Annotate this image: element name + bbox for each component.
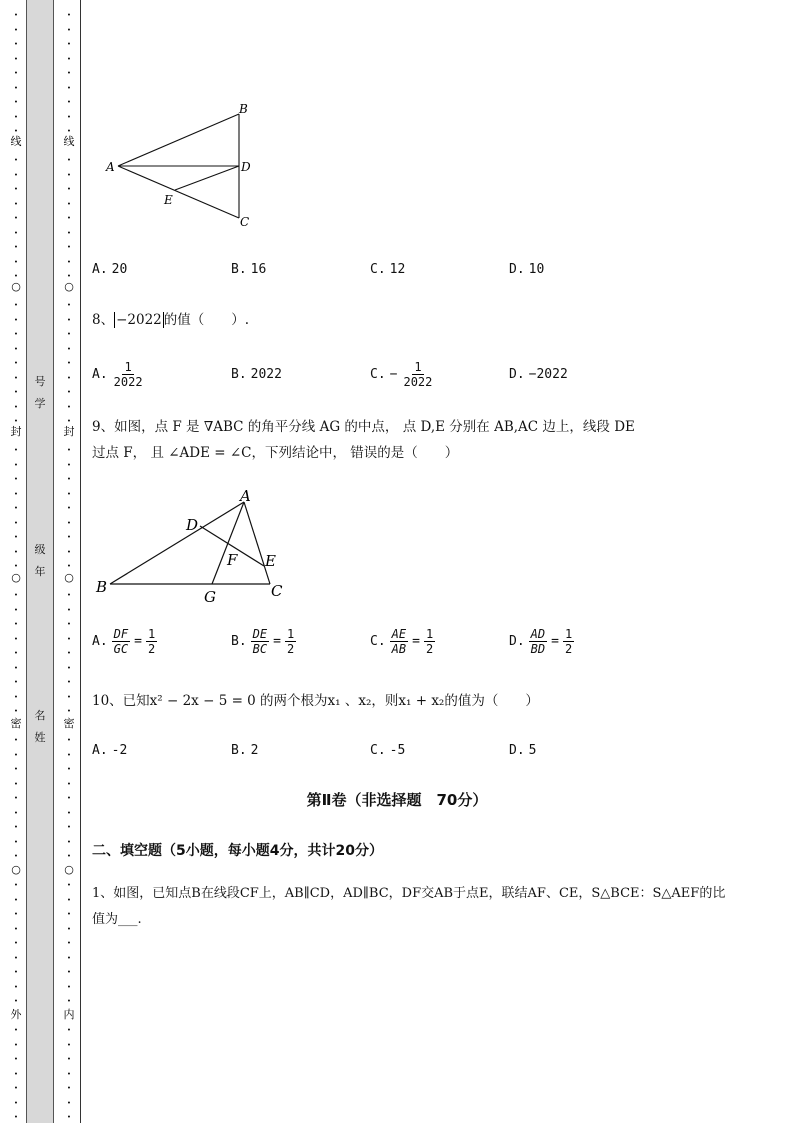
margin-dot: • bbox=[13, 229, 19, 238]
margin-dot: • bbox=[66, 606, 72, 615]
margin-dot: • bbox=[13, 548, 19, 557]
margin-dot: • bbox=[13, 606, 19, 615]
margin-dot: • bbox=[13, 1085, 19, 1093]
q9-options bbox=[92, 627, 648, 656]
fraction bbox=[390, 627, 408, 656]
numerator: 1 bbox=[425, 627, 434, 641]
margin-dot: • bbox=[13, 12, 19, 20]
margin-cut-label: 线 bbox=[63, 135, 75, 148]
margin-dot: • bbox=[66, 664, 72, 673]
option-letter: A. bbox=[92, 634, 108, 649]
q9-stem-line-1: 9、如图，点 F 是 ∇ABC 的角平分线 AG 的中点， 点 D,E 分别在 AB,AC 边上，线段 DE bbox=[92, 419, 635, 435]
denominator: AB bbox=[391, 642, 407, 656]
option-letter: B. bbox=[231, 743, 247, 758]
q9-label-a: A bbox=[240, 487, 251, 505]
margin-dot: • bbox=[66, 925, 72, 934]
option-letter: C. bbox=[370, 367, 386, 382]
margin-dot: • bbox=[13, 882, 19, 890]
margin-cut-label: ○ bbox=[64, 280, 74, 293]
margin-dot: • bbox=[13, 925, 19, 934]
margin-dot: • bbox=[66, 708, 72, 716]
margin-dot: • bbox=[13, 55, 19, 64]
equals-sign: = bbox=[273, 634, 281, 649]
margin-dot: • bbox=[66, 171, 72, 180]
margin-dot: • bbox=[13, 664, 19, 673]
margin-dot: • bbox=[66, 882, 72, 890]
margin-dot: • bbox=[13, 258, 19, 267]
margin-dot: • bbox=[13, 693, 19, 702]
margin-dot: • bbox=[13, 490, 19, 499]
denominator: BC bbox=[252, 642, 268, 656]
margin-dot: • bbox=[66, 809, 72, 818]
minus-sign: − bbox=[389, 367, 398, 382]
margin-dot: • bbox=[13, 954, 19, 963]
denominator: 2 bbox=[564, 642, 573, 656]
equals-sign: = bbox=[134, 634, 142, 649]
margin-dot: • bbox=[13, 766, 19, 774]
margin-dot: • bbox=[66, 186, 72, 194]
q10-options bbox=[92, 743, 648, 758]
margin-dot: • bbox=[13, 795, 19, 803]
q8-absolute-value bbox=[114, 312, 164, 328]
margin-dot: • bbox=[13, 215, 19, 223]
margin-dot: • bbox=[66, 969, 72, 977]
margin-dot: • bbox=[66, 534, 72, 542]
part-two-heading: 二、填空题（5小题，每小题4分，共计20分） bbox=[92, 843, 383, 859]
fraction bbox=[146, 627, 157, 656]
q9-option-d[interactable] bbox=[509, 627, 648, 656]
margin-dot: • bbox=[66, 215, 72, 223]
margin-dot: • bbox=[66, 331, 72, 339]
margin-dot: • bbox=[66, 650, 72, 658]
margin-cut-label: ○ bbox=[11, 571, 21, 584]
margin-dot: • bbox=[13, 70, 19, 78]
q7-option-d[interactable] bbox=[509, 262, 648, 277]
strip-label: 号 bbox=[34, 375, 46, 388]
q9-option-b[interactable] bbox=[231, 627, 370, 656]
margin-dot: • bbox=[66, 1085, 72, 1093]
denominator: 2 bbox=[286, 642, 295, 656]
numerator: AD bbox=[530, 627, 546, 641]
equals-sign: = bbox=[412, 634, 420, 649]
margin-dot: • bbox=[13, 969, 19, 977]
numerator: DF bbox=[113, 627, 129, 641]
fraction bbox=[112, 627, 130, 656]
margin-dot: • bbox=[66, 128, 72, 136]
margin-dot: • bbox=[13, 418, 19, 426]
q9-option-a[interactable] bbox=[92, 627, 231, 656]
margin-dot: • bbox=[66, 99, 72, 107]
option-value: 10 bbox=[528, 262, 545, 277]
margin-dot: • bbox=[13, 563, 19, 571]
margin-rule-line bbox=[80, 0, 81, 1123]
margin-cut-label: ○ bbox=[64, 571, 74, 584]
numerator: 1 bbox=[147, 627, 156, 641]
margin-dot: • bbox=[66, 693, 72, 702]
margin-dot: • bbox=[66, 896, 72, 905]
margin-dot: • bbox=[66, 548, 72, 557]
margin-dot: • bbox=[66, 476, 72, 484]
numerator: 1 bbox=[124, 360, 132, 374]
numerator: 1 bbox=[286, 627, 295, 641]
q10-option-d[interactable] bbox=[509, 743, 648, 758]
margin-dot: • bbox=[13, 592, 19, 600]
margin-cut-label: ○ bbox=[11, 863, 21, 876]
option-letter: A. bbox=[92, 262, 108, 277]
margin-cut-label: ○ bbox=[11, 280, 21, 293]
margin-dot: • bbox=[66, 302, 72, 310]
q9-stem-line-2: 过点 F， 且 ∠ADE = ∠C，下列结论中， 错误的是（ ） bbox=[92, 445, 459, 461]
margin-dot: • bbox=[13, 84, 19, 93]
q8-suffix: 的值（ ）. bbox=[163, 312, 250, 328]
fraction bbox=[529, 627, 547, 656]
margin-cut-label: 封 bbox=[10, 425, 22, 438]
strip-label: 级 bbox=[34, 543, 46, 556]
margin-cut-label: 封 bbox=[63, 425, 75, 438]
margin-dot: • bbox=[66, 1027, 72, 1035]
margin-dot: • bbox=[66, 200, 72, 209]
margin-dot: • bbox=[66, 1070, 72, 1079]
margin-dot: • bbox=[66, 795, 72, 803]
option-value: -2 bbox=[111, 743, 128, 758]
option-value: −2022 bbox=[528, 367, 568, 382]
q7-label-d: D bbox=[241, 160, 251, 174]
margin-dot: • bbox=[66, 737, 72, 745]
margin-dot: • bbox=[66, 70, 72, 78]
inner-dotted-margin bbox=[60, 0, 78, 1123]
margin-dot: • bbox=[66, 998, 72, 1006]
margin-dot: • bbox=[13, 519, 19, 528]
margin-dot: • bbox=[13, 838, 19, 847]
margin-dot: • bbox=[66, 447, 72, 455]
margin-dot: • bbox=[13, 737, 19, 745]
option-value: -5 bbox=[389, 743, 406, 758]
margin-dot: • bbox=[13, 621, 19, 629]
margin-dot: • bbox=[66, 244, 72, 252]
fraction bbox=[563, 627, 574, 656]
margin-dot: • bbox=[13, 171, 19, 180]
q8-abs-expr: −2022 bbox=[116, 312, 162, 328]
margin-dot: • bbox=[66, 1041, 72, 1050]
margin-dot: • bbox=[13, 273, 19, 281]
margin-dot: • bbox=[66, 26, 72, 35]
margin-dot: • bbox=[13, 1099, 19, 1108]
margin-dot: • bbox=[66, 751, 72, 760]
margin-dot: • bbox=[13, 983, 19, 992]
margin-dot: • bbox=[13, 1056, 19, 1064]
margin-dot: • bbox=[66, 853, 72, 861]
student-info-strip bbox=[26, 0, 54, 1123]
q10-option-a[interactable] bbox=[92, 743, 231, 758]
q9-label-e: E bbox=[265, 552, 276, 570]
fraction bbox=[424, 627, 435, 656]
margin-dot: • bbox=[66, 316, 72, 325]
option-letter: D. bbox=[509, 743, 525, 758]
margin-dot: • bbox=[13, 403, 19, 412]
option-value: 20 bbox=[111, 262, 128, 277]
margin-cut-label: 线 bbox=[10, 135, 22, 148]
fill1-line-1: 1、如图，已知点B在线段CF上，AB∥CD，AD∥BC，DF交AB于点E，联结AF、CE，S△BCE：S△AEF的比 bbox=[92, 886, 726, 901]
denominator: 2022 bbox=[403, 375, 433, 389]
margin-dot: • bbox=[13, 316, 19, 325]
denominator: BD bbox=[530, 642, 546, 656]
margin-dot: • bbox=[13, 1070, 19, 1079]
margin-dot: • bbox=[13, 389, 19, 397]
margin-dot: • bbox=[13, 708, 19, 716]
margin-dot: • bbox=[66, 983, 72, 992]
margin-dot: • bbox=[13, 157, 19, 165]
margin-dot: • bbox=[13, 99, 19, 107]
q7-triangle-figure bbox=[100, 98, 270, 233]
strip-label: 学 bbox=[34, 397, 46, 410]
margin-cut-label: 内 bbox=[63, 1008, 75, 1021]
margin-dot: • bbox=[13, 374, 19, 383]
outer-dotted-margin bbox=[8, 0, 24, 1123]
q8-option-d[interactable] bbox=[509, 360, 648, 389]
numerator: AE bbox=[391, 627, 407, 641]
q9-triangle-figure bbox=[92, 484, 302, 606]
margin-dot: • bbox=[66, 12, 72, 20]
option-letter: B. bbox=[231, 367, 247, 382]
margin-dot: • bbox=[66, 418, 72, 426]
margin-dot: • bbox=[66, 519, 72, 528]
margin-dot: • bbox=[66, 563, 72, 571]
denominator: 2 bbox=[425, 642, 434, 656]
denominator: GC bbox=[113, 642, 129, 656]
margin-cut-label: ○ bbox=[64, 863, 74, 876]
margin-dot: • bbox=[13, 200, 19, 209]
margin-dot: • bbox=[13, 1027, 19, 1035]
margin-dot: • bbox=[66, 911, 72, 919]
margin-cut-label: 密 bbox=[10, 717, 22, 730]
q8-option-b[interactable] bbox=[231, 360, 370, 389]
q10-option-b[interactable] bbox=[231, 743, 370, 758]
margin-dot: • bbox=[13, 751, 19, 760]
margin-dot: • bbox=[13, 360, 19, 368]
numerator: 1 bbox=[564, 627, 573, 641]
margin-dot: • bbox=[66, 838, 72, 847]
margin-dot: • bbox=[13, 911, 19, 919]
margin-dot: • bbox=[13, 635, 19, 644]
fraction bbox=[251, 627, 269, 656]
q7-label-e: E bbox=[164, 193, 173, 207]
margin-dot: • bbox=[13, 128, 19, 136]
margin-dot: • bbox=[66, 490, 72, 499]
option-value: 12 bbox=[389, 262, 406, 277]
denominator: 2022 bbox=[113, 375, 143, 389]
margin-dot: • bbox=[13, 345, 19, 354]
margin-dot: • bbox=[13, 461, 19, 470]
option-letter: B. bbox=[231, 262, 247, 277]
fraction bbox=[112, 360, 145, 389]
margin-dot: • bbox=[66, 157, 72, 165]
margin-dot: • bbox=[66, 824, 72, 832]
option-letter: D. bbox=[509, 634, 525, 649]
option-letter: A. bbox=[92, 367, 108, 382]
margin-dot: • bbox=[13, 26, 19, 35]
fraction bbox=[401, 360, 434, 389]
margin-dot: • bbox=[66, 505, 72, 513]
q9-label-d: D bbox=[186, 516, 199, 534]
q8-option-c[interactable] bbox=[370, 360, 509, 389]
fill1-line-2: 值为___. bbox=[92, 912, 142, 927]
margin-dot: • bbox=[66, 1099, 72, 1108]
margin-dot: • bbox=[13, 809, 19, 818]
q9-label-b: B bbox=[96, 578, 108, 596]
margin-dot: • bbox=[13, 853, 19, 861]
option-letter: C. bbox=[370, 743, 386, 758]
margin-dot: • bbox=[66, 55, 72, 64]
margin-dot: • bbox=[66, 345, 72, 354]
margin-dot: • bbox=[13, 1114, 19, 1122]
margin-cut-label: 密 bbox=[63, 717, 75, 730]
denominator: 2 bbox=[147, 642, 156, 656]
strip-label: 名 bbox=[34, 709, 46, 722]
q8-options bbox=[92, 360, 648, 389]
option-letter: B. bbox=[231, 634, 247, 649]
section-title: 第Ⅱ卷（非选择题 70分） bbox=[306, 791, 488, 809]
q9-label-g: G bbox=[204, 588, 216, 606]
margin-dot: • bbox=[66, 360, 72, 368]
margin-dot: • bbox=[66, 635, 72, 644]
margin-dot: • bbox=[66, 780, 72, 789]
margin-dot: • bbox=[66, 621, 72, 629]
q8-number: 8、 bbox=[92, 312, 115, 328]
option-value: 16 bbox=[250, 262, 267, 277]
numerator: DE bbox=[252, 627, 268, 641]
margin-dot: • bbox=[13, 824, 19, 832]
margin-dot: • bbox=[13, 302, 19, 310]
option-letter: C. bbox=[370, 262, 386, 277]
margin-dot: • bbox=[66, 940, 72, 948]
q10-option-c[interactable] bbox=[370, 743, 509, 758]
margin-dot: • bbox=[13, 679, 19, 687]
margin-dot: • bbox=[13, 896, 19, 905]
margin-dot: • bbox=[13, 113, 19, 122]
strip-label: 年 bbox=[34, 565, 46, 578]
option-letter: C. bbox=[370, 634, 386, 649]
margin-dot: • bbox=[66, 1056, 72, 1064]
fraction bbox=[285, 627, 296, 656]
margin-dot: • bbox=[13, 998, 19, 1006]
q8-stem bbox=[92, 307, 249, 333]
margin-dot: • bbox=[13, 534, 19, 542]
option-letter: D. bbox=[509, 367, 525, 382]
margin-dot: • bbox=[66, 389, 72, 397]
q9-option-c[interactable] bbox=[370, 627, 509, 656]
margin-dot: • bbox=[66, 258, 72, 267]
margin-dot: • bbox=[13, 331, 19, 339]
margin-dot: • bbox=[66, 766, 72, 774]
strip-label: 姓 bbox=[34, 731, 46, 744]
margin-dot: • bbox=[66, 1114, 72, 1122]
margin-dot: • bbox=[13, 650, 19, 658]
margin-dot: • bbox=[13, 476, 19, 484]
q7-options bbox=[92, 262, 648, 277]
margin-dot: • bbox=[13, 244, 19, 252]
numerator: 1 bbox=[414, 360, 422, 374]
margin-dot: • bbox=[66, 403, 72, 412]
option-letter: A. bbox=[92, 743, 108, 758]
margin-dot: • bbox=[13, 447, 19, 455]
q7-option-b[interactable] bbox=[231, 262, 370, 277]
margin-dot: • bbox=[66, 84, 72, 93]
option-letter: D. bbox=[509, 262, 525, 277]
margin-dot: • bbox=[66, 461, 72, 470]
q7-option-a[interactable] bbox=[92, 262, 231, 277]
option-value: 2022 bbox=[250, 367, 282, 382]
margin-dot: • bbox=[66, 679, 72, 687]
q7-label-b: B bbox=[239, 102, 248, 116]
margin-dot: • bbox=[13, 940, 19, 948]
q7-label-a: A bbox=[106, 160, 115, 174]
margin-dot: • bbox=[13, 1041, 19, 1050]
option-value: 2 bbox=[250, 743, 259, 758]
q7-option-c[interactable] bbox=[370, 262, 509, 277]
equals-sign: = bbox=[551, 634, 559, 649]
option-value: 5 bbox=[528, 743, 537, 758]
q9-label-f: F bbox=[227, 551, 238, 569]
margin-dot: • bbox=[66, 954, 72, 963]
margin-dot: • bbox=[66, 229, 72, 238]
margin-cut-label: 外 bbox=[10, 1008, 22, 1021]
margin-dot: • bbox=[13, 41, 19, 49]
margin-dot: • bbox=[13, 505, 19, 513]
q7-label-c: C bbox=[240, 215, 250, 229]
q10-stem: 10、已知x² − 2x − 5 = 0 的两个根为x₁ 、x₂，则x₁ + x₂的值为（ ） bbox=[92, 693, 539, 709]
margin-dot: • bbox=[66, 374, 72, 383]
margin-dot: • bbox=[66, 273, 72, 281]
margin-dot: • bbox=[66, 41, 72, 49]
margin-dot: • bbox=[66, 592, 72, 600]
margin-dot: • bbox=[66, 113, 72, 122]
margin-dot: • bbox=[13, 780, 19, 789]
margin-dot: • bbox=[13, 186, 19, 194]
q9-label-c: C bbox=[271, 582, 283, 600]
q8-option-a[interactable] bbox=[92, 360, 231, 389]
